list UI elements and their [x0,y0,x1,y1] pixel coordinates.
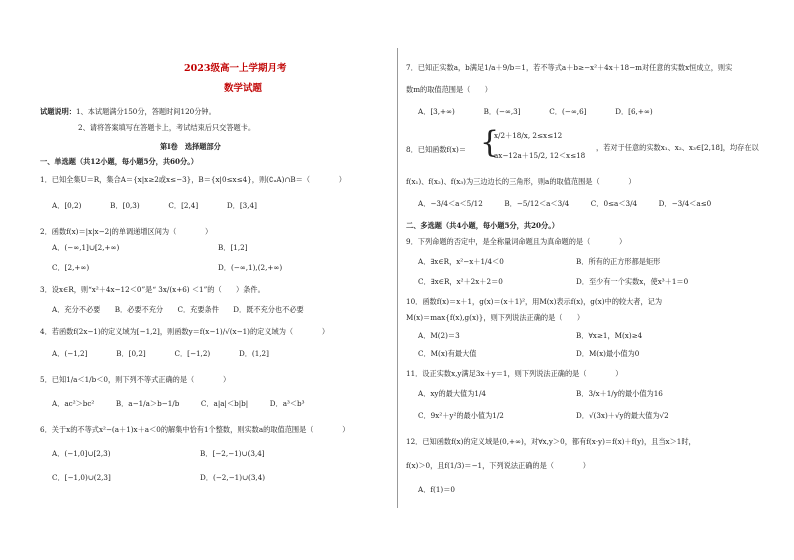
q1-options: A．[0,2) B．[0,3) C．[2,4] D．[3,4] [52,201,257,210]
q8-piece-2: ax−12a＋15/2, 12＜x≤18 [494,151,586,160]
q7-stem-cont: 数m的取值范围是（ ） [406,85,492,94]
q8-piece-1: x/2＋18/x, 2≤x≤12 [494,131,563,140]
q6-stem: 6．关于x的不等式x²−(a＋1)x＋a＜0的解集中恰有1个整数，则实数a的取值范围是（ ） [40,425,350,434]
note-1: 1、本试题满分150分，答题时间120分钟。 [75,107,216,116]
q9-option-a: A．∃x∈R，x²−x＋1/4＜0 [418,257,504,266]
q9-stem: 9．下列命题的否定中，是全称量词命题且为真命题的是（ ） [406,237,627,246]
part1-title: 第Ⅰ卷 选择题部分 [160,142,221,151]
q11-option-b: B．3/x＋1/y的最小值为16 [576,389,663,398]
note-label: 试题说明： [40,107,76,116]
q2-option-c: C．[2,+∞) [52,263,90,272]
q2-option-b: B．[1,2] [218,243,248,252]
q9-option-b: B．所有的正方形都是矩形 [576,257,661,266]
q7-stem: 7．已知正实数a，b满足1/a＋9/b＝1，若不等式a＋b≥−x²＋4x＋18−m对任意的实数x恒成立，则实 [406,63,733,72]
q6-option-b: B．[−2,−1)∪(3,4] [200,449,265,458]
column-divider [397,48,398,508]
q4-options: A．(−1,2] B．[0,2] C．[−1,2) D．(1,2] [52,349,269,358]
q11-option-a: A．xy的最大值为1/4 [418,389,486,398]
q10-option-c: C．M(x)有最大值 [418,349,477,358]
q6-option-d: D．(−2,−1)∪(3,4) [200,473,266,482]
q10-stem-cont: M(x)＝max{f(x),g(x)}，则下列说法正确的是（ ） [406,313,585,322]
q6-option-c: C．[−1,0)∪(2,3] [52,473,111,482]
q4-stem: 4．若函数f(2x−1)的定义域为[−1,2]，则函数y＝f(x−1)/√(x−1)的定义域为（ ） [40,327,330,336]
q9-option-c: C．∃x∈R，x²＋2x＋2＝0 [418,277,503,286]
q7-options: A．[3,+∞) B．(−∞,3] C．(−∞,6] D．[6,+∞) [418,107,653,116]
exam-title: 2023级高一上学期月考 [184,63,287,74]
q3-options: A．充分不必要 B．必要不充分 C．充要条件 D．既不充分也不必要 [52,305,304,314]
q8-stem-cont-2: f(x₁)、f(x₂)、f(x₃)为三边边长的三角形，则a的取值范围是（ ） [406,177,636,186]
q11-stem: 11．设正实数x,y满足3x＋y＝1，则下列说法正确的是（ ） [406,369,623,378]
q8-options: A．−3/4＜a＜5/12 B．−5/12＜a＜3/4 C．0≤a＜3/4 D．−3/4＜a≤0 [418,199,712,208]
q10-option-d: D．M(x)最小值为0 [576,349,640,358]
exam-subject: 数学试题 [224,83,263,94]
piecewise-brace: { [480,125,500,160]
q3-stem: 3．设x∈R，则“x²＋4x−12＜0”是“ 3x/(x+6) ＜1”的（ ）条件。 [40,285,265,294]
section-multi-choice: 二、多选题（共4小题，每小题5分，共20分。） [406,221,559,230]
q5-stem: 5．已知1/a＜1/b＜0，则下列不等式正确的是（ ） [40,375,231,384]
q12-option-a: A．f(1)＝0 [418,485,455,494]
q2-stem: 2．函数f(x)＝|x|x−2|的单调递增区间为（ ） [40,227,213,236]
note-2: 2、请将答案填写在答题卡上，考试结束后只交答题卡。 [78,123,256,132]
q8-stem: 8．已知函数f(x)＝ [406,145,467,154]
q10-option-b: B．∀x≥1，M(x)≥4 [576,331,643,340]
q12-stem-cont: f(x)＞0，且f(1/3)＝−1，下列说法正确的是（ ） [406,461,590,470]
q11-option-d: D．√(3x)＋√y的最大值为√2 [576,411,669,420]
q9-option-d: D．至少有一个实数x，使x³＋1＝0 [576,277,689,286]
q12-stem: 12．已知函数f(x)的定义域是(0,+∞)，对∀x,y＞0，都有f(x·y)＝f(x)＋f(y)，且当x＞1时， [406,437,696,446]
section-single-choice: 一、单选题（共12小题，每小题5分，共60分。） [40,157,198,166]
q10-stem: 10．函数f(x)＝x＋1，g(x)＝(x＋1)²，用M(x)表示f(x)，g(x)中的较大者，记为 [406,297,663,306]
q5-options: A．ac²＞bc² B．a−1/a＞b−1/b C．a|a|＜b|b| D．a³＜b³ [52,399,305,408]
q2-option-d: D．(−∞,1),(2,+∞) [218,263,283,272]
q6-option-a: A．(−1,0]∪[2,3) [52,449,111,458]
q2-option-a: A．(−∞,1]∪[2,+∞) [52,243,120,252]
q8-stem-cont: ，若对于任意的实数x₁、x₂、x₃∈[2,18]，均存在以 [596,143,759,152]
q10-option-a: A．M(2)＝3 [418,331,460,340]
q1-stem: 1．已知全集U＝R，集合A＝{x|x≥2或x≤−3}，B＝{x|0≤x≤4}，则(∁ᵤA)∩B＝（ ） [40,175,346,184]
note-line-1 [40,108,216,115]
q11-option-c: C．9x²＋y²的最小值为1/2 [418,411,504,420]
